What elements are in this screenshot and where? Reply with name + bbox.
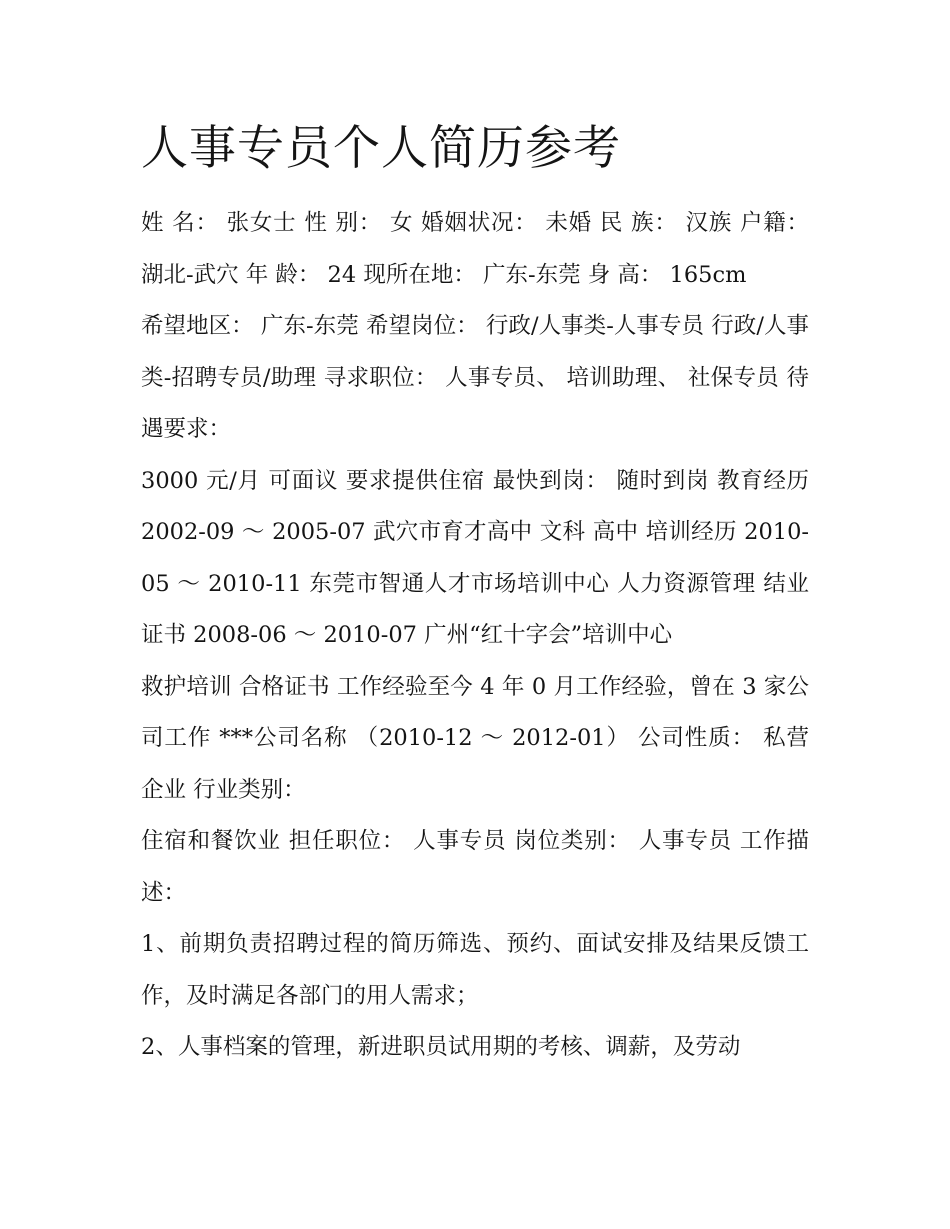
- page-title: 人事专员个人简历参考: [141, 121, 621, 176]
- paragraph-personal-info: 姓 名： 张女士 性 别： 女 婚姻状况： 未婚 民 族： 汉族 户籍： 湖北-武穴 年 龄： 24 现所在地： 广东-东莞 身 高： 165cm: [141, 210, 809, 288]
- paragraph-duty-1: 1、前期负责招聘过程的简历筛选、预约、面试安排及结果反馈工作，及时满足各部门的用人需求；: [141, 931, 809, 1009]
- paragraph-work-experience: 救护培训 合格证书 工作经验至今 4 年 0 月工作经验，曾在 3 家公司工作 ***公司名称 （2010-12 ～ 2012-01） 公司性质： 私营企业 行业类别：: [141, 673, 809, 803]
- paragraph-position-info: 住宿和餐饮业 担任职位： 人事专员 岗位类别： 人事专员 工作描述：: [141, 828, 809, 906]
- paragraph-job-intent: 希望地区： 广东-东莞 希望岗位： 行政/人事类-人事专员 行政/人事类-招聘专员/助理 寻求职位： 人事专员、 培训助理、 社保专员 待遇要求：: [141, 313, 809, 442]
- paragraph-education-training: 3000 元/月 可面议 要求提供住宿 最快到岗： 随时到岗 教育经历 2002-09 ～ 2005-07 武穴市育才高中 文科 高中 培训经历 2010-05 ～ 2010-11 东莞市智通人才市场培训中心 人力资源管理 结业证书 2008-06 ～ 2010-07 广州“红十字会”培训中心: [141, 467, 809, 648]
- paragraph-duty-2: 2、人事档案的管理，新进职员试用期的考核、调薪，及劳动: [141, 1034, 741, 1060]
- document-body: [141, 198, 809, 1074]
